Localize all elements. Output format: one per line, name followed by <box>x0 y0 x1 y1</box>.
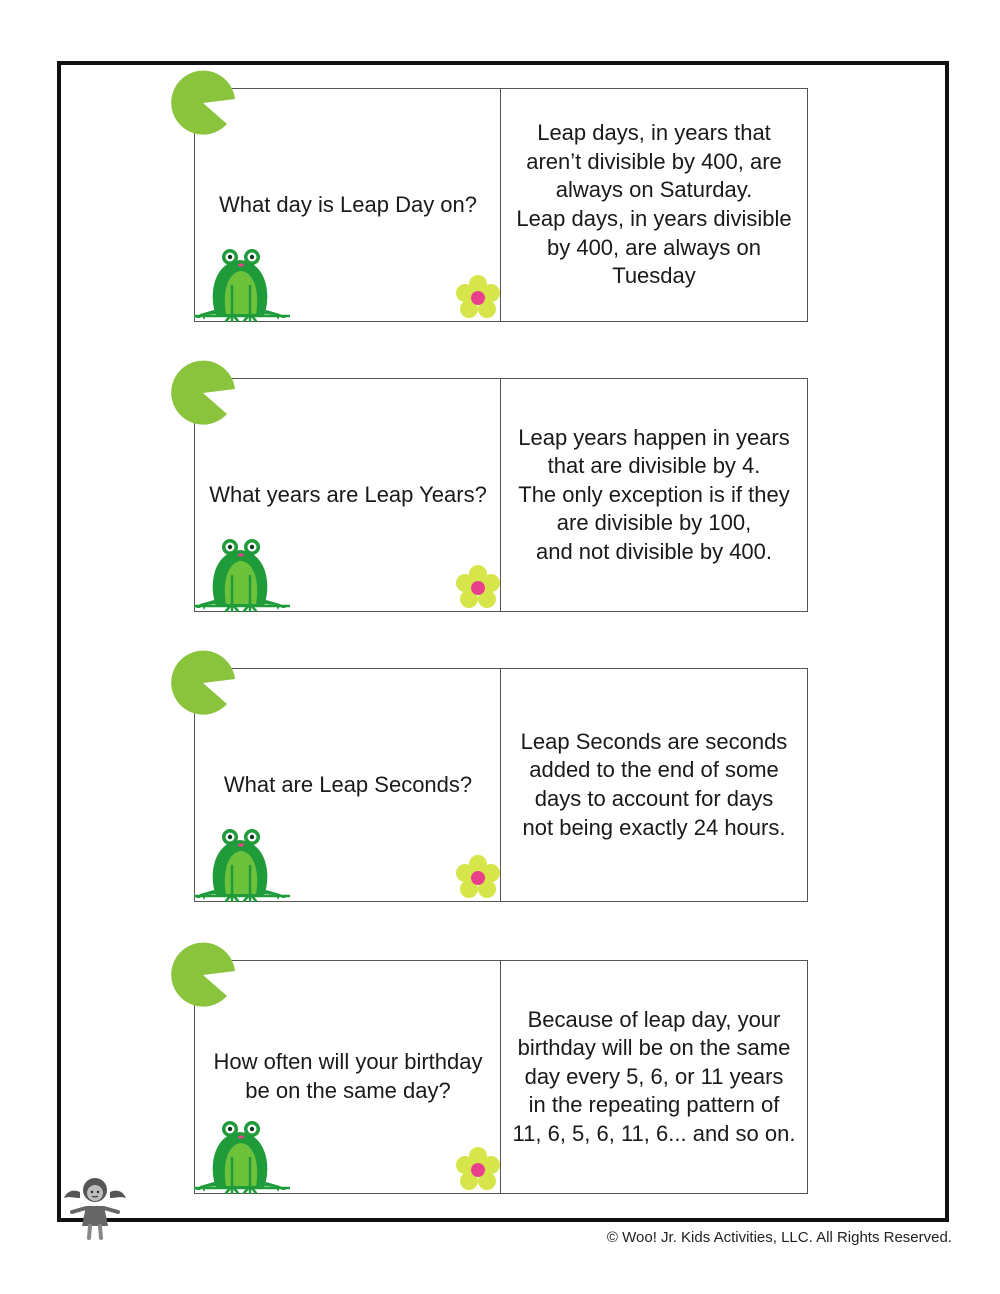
answer-line: that are divisible by 4. <box>547 453 761 479</box>
answer-line: day every 5, 6, or 11 years <box>524 1063 784 1089</box>
flower-icon <box>455 1147 501 1195</box>
question-text <box>195 1048 501 1105</box>
copyright-text: © Woo! Jr. Kids Activities, LLC. All Rights Reserved. <box>606 1229 952 1246</box>
answer-panel <box>500 960 808 1194</box>
flash-card-3 <box>194 668 808 902</box>
frog-icon <box>194 1116 290 1194</box>
answer-line: are divisible by 100, <box>556 510 752 536</box>
answer-line: 11, 6, 5, 6, 11, 6... and so on. <box>512 1120 796 1146</box>
answer-line: in the repeating pattern of <box>528 1092 780 1118</box>
mascot-girl-icon <box>62 1176 128 1240</box>
flash-card-1 <box>194 88 808 322</box>
answer-panel <box>500 668 808 902</box>
frog-icon <box>194 244 290 322</box>
lily-pad-icon <box>169 649 237 717</box>
question-text: What are Leap Seconds? <box>223 771 473 797</box>
frog-icon <box>194 824 290 902</box>
flash-card-2 <box>194 378 808 612</box>
answer-line: Leap days, in years that <box>537 120 771 146</box>
answer-text <box>501 424 807 567</box>
flower-icon <box>455 565 501 613</box>
answer-text <box>501 1006 807 1149</box>
answer-line: not being exactly 24 hours. <box>522 814 786 840</box>
answer-line: aren’t divisible by 400, are <box>526 148 782 174</box>
question-text: What day is Leap Day on? <box>218 191 478 217</box>
lily-pad-icon <box>169 69 237 137</box>
answer-text <box>501 728 807 842</box>
answer-line: days to account for days <box>534 786 774 811</box>
question-line: How often will your birthday <box>213 1049 483 1075</box>
answer-line: Because of leap day, your <box>527 1006 781 1032</box>
answer-line: The only exception is if they <box>518 481 790 507</box>
answer-line: Leap years happen in years <box>518 424 790 450</box>
answer-line: Tuesday <box>612 263 696 289</box>
lily-pad-icon <box>169 359 237 427</box>
answer-line: birthday will be on the same <box>517 1035 791 1061</box>
answer-panel <box>500 378 808 612</box>
answer-panel <box>500 88 808 322</box>
frog-icon <box>194 534 290 612</box>
question-text: What years are Leap Years? <box>209 481 487 507</box>
flower-icon <box>455 855 501 903</box>
answer-line: by 400, are always on <box>546 234 762 260</box>
answer-line: Leap days, in years divisible <box>516 206 792 231</box>
question-line: be on the same day? <box>245 1078 451 1103</box>
lily-pad-icon <box>169 941 237 1009</box>
answer-text <box>501 119 807 291</box>
answer-line: always on Saturday. <box>555 177 753 203</box>
flash-card-4 <box>194 960 808 1194</box>
answer-line: and not divisible by 400. <box>535 538 773 564</box>
flower-icon <box>455 275 501 323</box>
answer-line: added to the end of some <box>529 757 779 783</box>
answer-line: Leap Seconds are seconds <box>520 728 788 754</box>
